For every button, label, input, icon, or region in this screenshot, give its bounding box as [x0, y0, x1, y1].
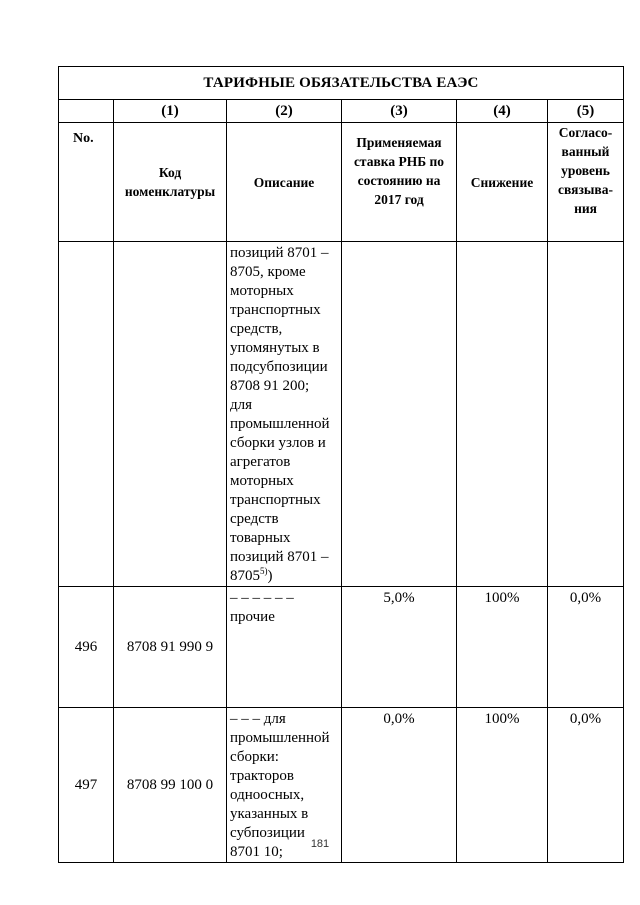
row-description: – – – для промышленной сборки: тракторов одноосных, указанных в субпозиции 8701 10;: [227, 708, 342, 863]
tariff-table: [58, 66, 624, 863]
column-number: (5): [548, 100, 624, 123]
header-description: Описание: [227, 123, 342, 242]
header-no: No.: [59, 123, 114, 242]
row-applied-rate: [342, 242, 457, 587]
row-bound-level: 0,0%: [548, 587, 624, 708]
footnote-marker: 5): [260, 566, 268, 576]
row-bound-level: [548, 242, 624, 587]
page-number: 181: [310, 838, 330, 850]
row-bound-level: 0,0%: [548, 708, 624, 863]
row-reduction: 100%: [457, 587, 548, 708]
row-no: [59, 242, 114, 587]
table-row: [59, 242, 624, 587]
row-no: 496: [59, 587, 114, 708]
header-reduction: Снижение: [457, 123, 548, 242]
row-description: [227, 242, 342, 587]
row-code: 8708 99 100 0: [114, 708, 227, 863]
table-row: [59, 587, 624, 708]
column-number: (2): [227, 100, 342, 123]
description-text: позиций 8701 – 8705, кроме моторных транспортных средств, упомянутых в подсубпозиции 8708 91 200; для промышленной сборки узлов и агрегатов моторных транспортных средств товарных позиций 8701 – 8705: [230, 245, 330, 584]
header-row: [59, 123, 624, 242]
row-applied-rate: 5,0%: [342, 587, 457, 708]
column-number: (3): [342, 100, 457, 123]
header-bound-level: Согласо- ванный уровень связыва- ния: [548, 123, 624, 242]
row-applied-rate: 0,0%: [342, 708, 457, 863]
column-number: [59, 100, 114, 123]
header-code: Код номенклатуры: [114, 123, 227, 242]
column-number: (4): [457, 100, 548, 123]
row-no: 497: [59, 708, 114, 863]
row-code: [114, 242, 227, 587]
row-code: 8708 91 990 9: [114, 587, 227, 708]
column-number-row: [59, 100, 624, 123]
description-tail: ): [267, 568, 273, 584]
row-reduction: [457, 242, 548, 587]
title-row: [59, 67, 624, 100]
header-applied-rate: Применяемая ставка РНБ по состоянию на 2017 год: [342, 123, 457, 242]
row-reduction: 100%: [457, 708, 548, 863]
table-title: ТАРИФНЫЕ ОБЯЗАТЕЛЬСТВА ЕАЭС: [59, 67, 624, 100]
row-description: – – – – – – прочие: [227, 587, 342, 708]
column-number: (1): [114, 100, 227, 123]
